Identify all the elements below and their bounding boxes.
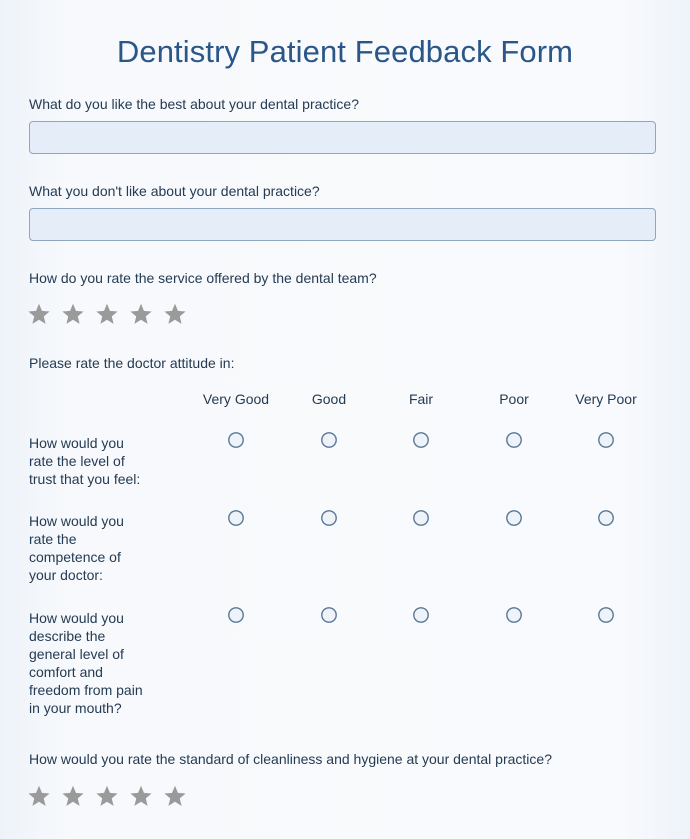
radio-circle-icon[interactable] bbox=[505, 606, 523, 624]
matrix-row-label-line: freedom from pain bbox=[29, 682, 143, 698]
radio-circle-icon[interactable] bbox=[320, 431, 338, 449]
matrix-row-label bbox=[29, 434, 179, 488]
question-cleanliness-label: How would you rate the standard of cleanliness and hygiene at your dental practice? bbox=[29, 751, 552, 767]
form-title: Dentistry Patient Feedback Form bbox=[116, 34, 574, 69]
matrix-row-label bbox=[29, 609, 179, 717]
radio-circle-icon[interactable] bbox=[412, 431, 430, 449]
matrix-row-label-line: in your mouth? bbox=[29, 700, 122, 716]
radio-circle-icon[interactable] bbox=[597, 606, 615, 624]
star-icon[interactable] bbox=[61, 784, 85, 808]
matrix-column-header: Fair bbox=[408, 391, 434, 407]
doctor-attitude-label: Please rate the doctor attitude in: bbox=[29, 355, 235, 371]
radio-circle-icon[interactable] bbox=[505, 509, 523, 527]
radio-circle-icon[interactable] bbox=[227, 431, 245, 449]
radio-circle-icon[interactable] bbox=[505, 431, 523, 449]
question-like-best-label: What do you like the best about your dental practice? bbox=[29, 96, 359, 112]
radio-circle-icon[interactable] bbox=[597, 509, 615, 527]
star-icon[interactable] bbox=[95, 784, 119, 808]
cleanliness-rating-stars bbox=[27, 784, 187, 808]
matrix-row-label-line: How would you bbox=[29, 610, 124, 626]
matrix-row-label-line: competence of bbox=[29, 549, 121, 565]
star-icon[interactable] bbox=[129, 784, 153, 808]
matrix-column-header: Very Poor bbox=[575, 391, 637, 407]
radio-circle-icon[interactable] bbox=[227, 509, 245, 527]
matrix-column-header: Good bbox=[311, 391, 347, 407]
star-icon[interactable] bbox=[27, 302, 51, 326]
radio-circle-icon[interactable] bbox=[412, 606, 430, 624]
matrix-column-header: Poor bbox=[499, 391, 529, 407]
matrix-column-header: Very Good bbox=[202, 391, 270, 407]
matrix-row-label-line: How would you bbox=[29, 513, 124, 529]
matrix-row-label-line: your doctor: bbox=[29, 567, 103, 583]
radio-circle-icon[interactable] bbox=[320, 606, 338, 624]
matrix-row-label bbox=[29, 512, 179, 584]
dislike-input[interactable] bbox=[29, 208, 656, 241]
star-icon[interactable] bbox=[61, 302, 85, 326]
star-icon[interactable] bbox=[95, 302, 119, 326]
radio-circle-icon[interactable] bbox=[227, 606, 245, 624]
star-icon[interactable] bbox=[27, 784, 51, 808]
matrix-row-label-line: rate the level of bbox=[29, 453, 125, 469]
like-best-input[interactable] bbox=[29, 121, 656, 154]
matrix-row-label-line: general level of bbox=[29, 646, 124, 662]
radio-circle-icon[interactable] bbox=[320, 509, 338, 527]
star-icon[interactable] bbox=[163, 784, 187, 808]
question-service-rating-label: How do you rate the service offered by the dental team? bbox=[29, 270, 377, 286]
star-icon[interactable] bbox=[129, 302, 153, 326]
matrix-row-label-line: How would you bbox=[29, 435, 124, 451]
matrix-row-label-line: trust that you feel: bbox=[29, 471, 141, 487]
question-dislike-label: What you don't like about your dental practice? bbox=[29, 183, 320, 199]
service-rating-stars bbox=[27, 302, 187, 326]
matrix-row-label-line: comfort and bbox=[29, 664, 103, 680]
radio-circle-icon[interactable] bbox=[597, 431, 615, 449]
matrix-row-label-line: rate the bbox=[29, 531, 77, 547]
radio-circle-icon[interactable] bbox=[412, 509, 430, 527]
matrix-row-label-line: describe the bbox=[29, 628, 106, 644]
star-icon[interactable] bbox=[163, 302, 187, 326]
